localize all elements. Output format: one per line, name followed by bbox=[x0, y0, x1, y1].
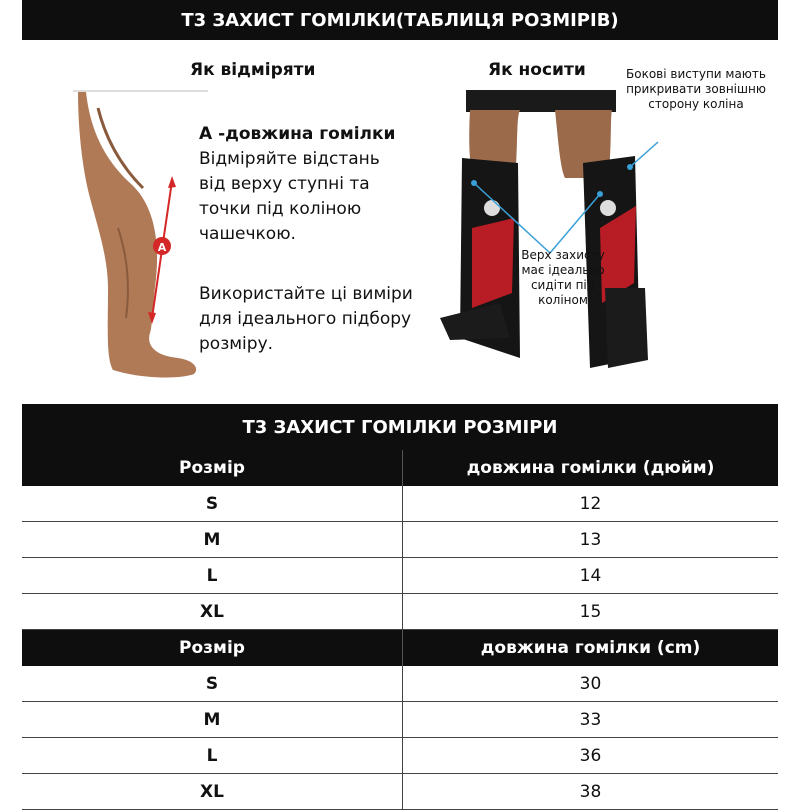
table-row bbox=[22, 774, 778, 810]
side-panels-note: Бокові виступи мають прикривати зовнішню сторону коліна bbox=[626, 67, 766, 111]
size-cell: L bbox=[22, 558, 403, 593]
size-cell: S bbox=[22, 666, 403, 701]
shin-guards-image bbox=[440, 88, 660, 383]
table-row bbox=[22, 594, 778, 630]
table-header-row bbox=[22, 450, 778, 486]
length-cell: 12 bbox=[579, 493, 602, 514]
size-cell: S bbox=[22, 486, 403, 521]
table-row bbox=[22, 666, 778, 702]
size-cell: M bbox=[22, 522, 403, 557]
table-row bbox=[22, 702, 778, 738]
length-cell: 15 bbox=[579, 601, 602, 622]
length-cell: 38 bbox=[579, 781, 602, 802]
measure-marker: A bbox=[157, 241, 167, 254]
table-header-row bbox=[22, 630, 778, 666]
length-cell: 36 bbox=[579, 745, 602, 766]
size-cell: M bbox=[22, 702, 403, 737]
measure-heading: Як відміряти bbox=[190, 60, 316, 80]
page-title: Т3 ЗАХИСТ ГОМІЛКИ(ТАБЛИЦЯ РОЗМІРІВ) bbox=[181, 9, 619, 31]
leg-measure-image bbox=[68, 88, 218, 388]
size-cell: XL bbox=[22, 774, 403, 809]
measure-tip: розміру. bbox=[199, 334, 274, 354]
size-table bbox=[22, 404, 778, 810]
column-header-length-cm: довжина гомілки (cm) bbox=[480, 638, 701, 658]
page-title-bar bbox=[22, 0, 778, 40]
column-header-size: Розмір bbox=[22, 630, 403, 666]
table-row bbox=[22, 522, 778, 558]
measure-tip: для ідеального підбору bbox=[199, 309, 412, 329]
length-cell: 30 bbox=[579, 673, 602, 694]
table-row bbox=[22, 486, 778, 522]
size-cell: L bbox=[22, 738, 403, 773]
measure-title: А -довжина гомілки bbox=[199, 124, 396, 144]
measure-instructions bbox=[199, 122, 449, 357]
column-header-length-inch: довжина гомілки (дюйм) bbox=[466, 458, 715, 478]
table-row bbox=[22, 558, 778, 594]
size-cell: XL bbox=[22, 594, 403, 629]
length-cell: 14 bbox=[579, 565, 602, 586]
length-cell: 13 bbox=[579, 529, 602, 550]
table-title: Т3 ЗАХИСТ ГОМІЛКИ РОЗМІРИ bbox=[22, 404, 778, 450]
column-header-size: Розмір bbox=[22, 450, 403, 486]
table-row bbox=[22, 738, 778, 774]
wear-heading: Як носити bbox=[488, 60, 586, 80]
length-cell: 33 bbox=[579, 709, 602, 730]
measure-line: точки під коліною bbox=[199, 199, 362, 219]
measure-line: чашечкою. bbox=[199, 224, 296, 244]
measure-tip: Використайте ці виміри bbox=[199, 284, 413, 304]
guard-top-note: Верх захисту має ідеально сидіти під коліном bbox=[521, 248, 605, 307]
measure-line: від верху ступні та bbox=[199, 174, 370, 194]
measure-line: Відміряйте відстань bbox=[199, 149, 380, 169]
